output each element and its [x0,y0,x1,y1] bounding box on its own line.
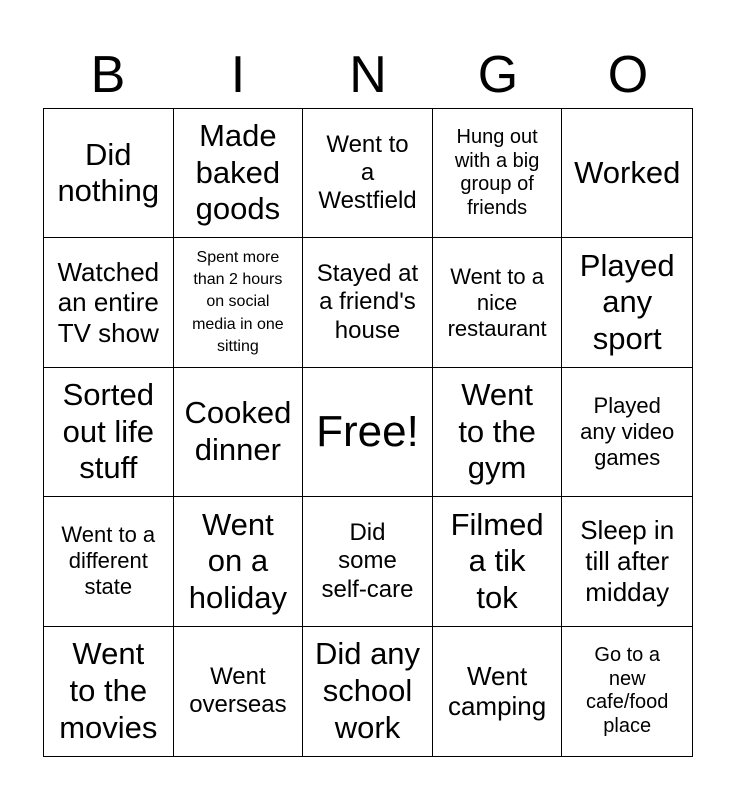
header-letter-b: B [90,46,126,104]
bingo-cell[interactable]: Watched an entire TV show [44,238,174,367]
bingo-cell[interactable]: Sleep in till after midday [562,497,692,626]
bingo-cell[interactable]: Went to the gym [433,368,563,497]
bingo-cell[interactable]: Went camping [433,627,563,756]
bingo-cell[interactable]: Made baked goods [174,109,304,238]
bingo-cell[interactable]: Did nothing [44,109,174,238]
header-letter-g: G [477,46,519,104]
bingo-cell[interactable]: Spent more than 2 hours on social media in one sitting [174,238,304,367]
bingo-cell[interactable]: Cooked dinner [174,368,304,497]
bingo-cell[interactable]: Went to a different state [44,497,174,626]
bingo-cell[interactable]: Went on a holiday [174,497,304,626]
bingo-cell[interactable]: Filmed a tik tok [433,497,563,626]
bingo-cell[interactable]: Went to the movies [44,627,174,756]
bingo-grid [43,108,693,757]
bingo-cell[interactable]: Sorted out life stuff [44,368,174,497]
bingo-cell[interactable]: Did any school work [303,627,433,756]
bingo-cell[interactable]: Played any sport [562,238,692,367]
free-space-cell[interactable]: Free! [303,368,433,497]
bingo-cell[interactable]: Did some self-care [303,497,433,626]
bingo-cell[interactable]: Went to a Westfield [303,109,433,238]
bingo-header [43,42,693,108]
bingo-cell[interactable]: Stayed at a friend's house [303,238,433,367]
bingo-cell[interactable]: Worked [562,109,692,238]
bingo-cell[interactable]: Went to a nice restaurant [433,238,563,367]
bingo-cell[interactable]: Played any video games [562,368,692,497]
bingo-cell[interactable]: Went overseas [174,627,304,756]
bingo-cell[interactable]: Go to a new cafe/food place [586,644,669,737]
bingo-cell[interactable]: Hung out with a big group of friends [433,109,563,238]
header-letter-o: O [607,46,649,104]
header-letter-i: I [230,46,246,104]
header-letter-n: N [349,46,387,104]
